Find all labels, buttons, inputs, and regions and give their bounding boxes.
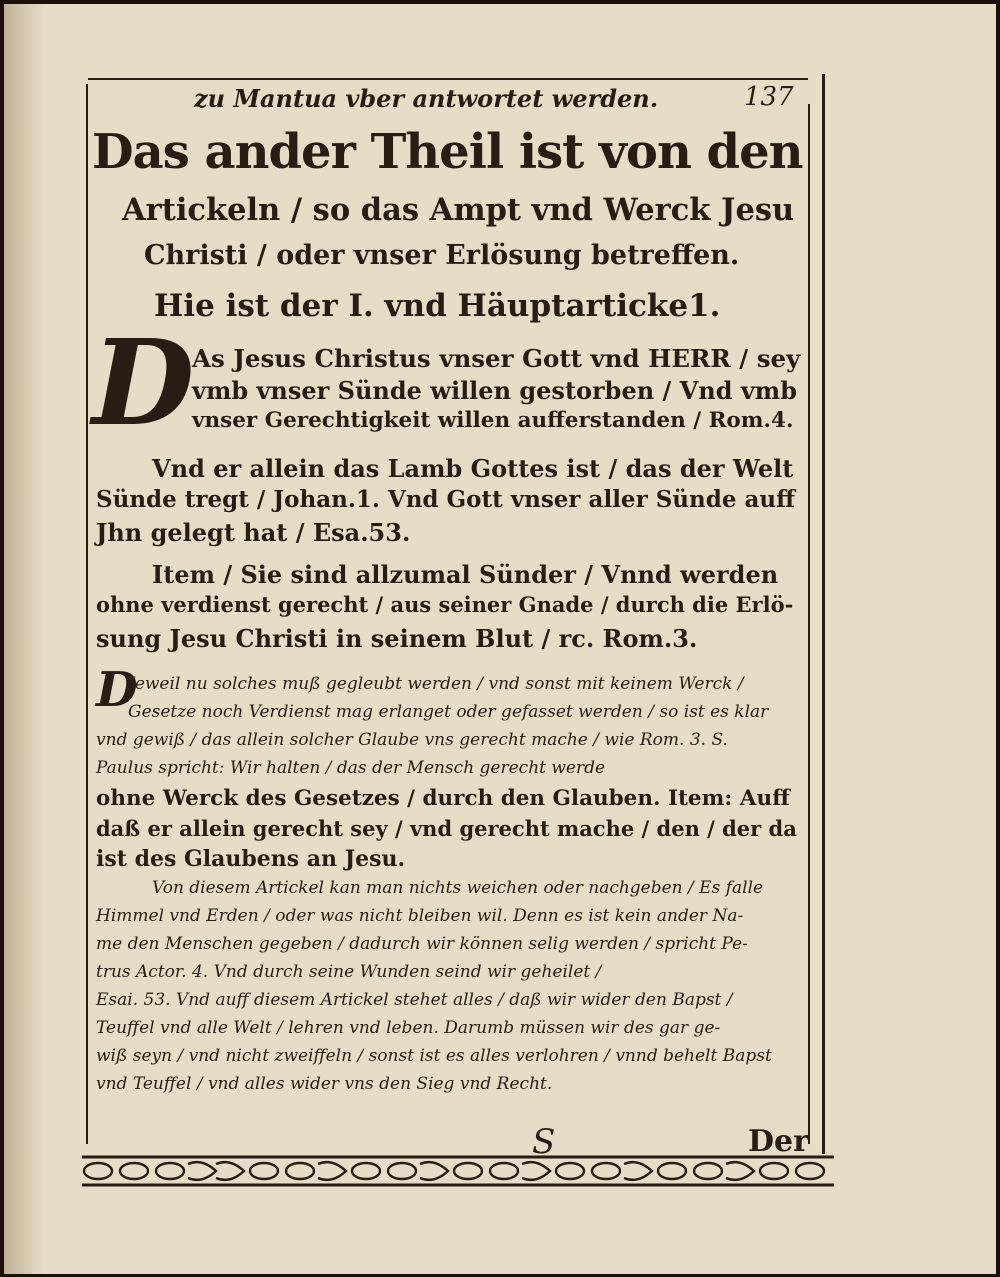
paragraph-3-line: sung Jesu Christi in seinem Blut / rc. Rom.3.	[96, 624, 698, 653]
running-head: zu Mantua vber antwortet werden.	[194, 84, 659, 113]
paragraph-2-line: Sünde tregt / Johan.1. Vnd Gott vnser aller Sünde auff	[96, 486, 795, 513]
paragraph-5-line: trus Actor. 4. Vnd durch seine Wunden seind wir geheilet /	[96, 962, 602, 982]
paragraph-5-line: vnd Teuffel / vnd alles wider vns den Sieg vnd Recht.	[96, 1074, 553, 1094]
decorative-initial-small: D	[96, 662, 138, 718]
paragraph-1-line: vnser Gerechtigkeit willen aufferstanden / Rom.4.	[192, 408, 794, 433]
paragraph-4-line: Jeweil nu solches muß gegleubt werden / vnd sonst mit keinem Werck /	[128, 674, 744, 694]
signature-mark: S	[532, 1122, 556, 1162]
frame-right-outer-rule	[822, 74, 825, 1154]
paragraph-5-line: Von diesem Artickel kan man nichts weichen oder nachgeben / Es falle	[152, 878, 764, 898]
paragraph-2-line: Jhn gelegt hat / Esa.53.	[96, 518, 411, 547]
main-heading: Das ander Theil ist von den	[92, 124, 803, 180]
header-rule	[88, 78, 808, 80]
catchword: Der	[748, 1124, 809, 1159]
heading-line-3: Christi / oder vnser Erlösung betreffen.	[144, 240, 740, 271]
paragraph-5-line: Esai. 53. Vnd auff diesem Artickel stehet alles / daß wir wider den Bapst /	[96, 990, 733, 1010]
paragraph-5-line: me den Menschen gegeben / dadurch wir können selig werden / spricht Pe-	[96, 934, 748, 954]
paragraph-4-line: ohne Werck des Gesetzes / durch den Glauben. Item: Auff	[96, 786, 790, 811]
paragraph-4-line: Gesetze noch Verdienst mag erlanget oder gefasset werden / so ist es klar	[128, 702, 769, 722]
book-page	[4, 4, 996, 1274]
article-title: Hie ist der I. vnd Häuptarticke1.	[154, 288, 721, 324]
frame-left-rule	[86, 84, 88, 1144]
paragraph-4-line: ist des Glaubens an Jesu.	[96, 846, 406, 872]
paragraph-5-line: wiß seyn / vnd nicht zweiffeln / sonst ist es alles verlohren / vnnd behelt Bapst	[96, 1046, 772, 1066]
paragraph-3-line: Item / Sie sind allzumal Sünder / Vnnd werden	[152, 560, 779, 589]
decorative-initial-large: D	[92, 313, 195, 452]
page-edge-shadow	[4, 4, 44, 1274]
paragraph-5-line: Teuffel vnd alle Welt / lehren vnd leben. Darumb müssen wir des gar ge-	[96, 1018, 721, 1038]
frame-right-inner-rule	[808, 104, 810, 1144]
paragraph-1-line: vmb vnser Sünde willen gestorben / Vnd vmb	[192, 376, 797, 405]
paragraph-4-line: vnd gewiß / das allein solcher Glaube vns gerecht mache / wie Rom. 3. S.	[96, 730, 728, 750]
paragraph-4-line: daß er allein gerecht sey / vnd gerecht mache / den / der da	[96, 816, 797, 841]
heading-line-2: Artickeln / so das Ampt vnd Werck Jesu	[122, 192, 795, 228]
paragraph-4-line: Paulus spricht: Wir halten / das der Mensch gerecht werde	[96, 758, 606, 778]
paragraph-1-line: As Jesus Christus vnser Gott vnd HERR / sey	[192, 344, 801, 373]
page-number: 137	[744, 82, 794, 112]
paragraph-3-line: ohne verdienst gerecht / aus seiner Gnade / durch die Erlö-	[96, 592, 794, 617]
ornamental-border	[78, 1154, 838, 1188]
paragraph-5-line: Himmel vnd Erden / oder was nicht bleiben wil. Denn es ist kein ander Na-	[96, 906, 744, 926]
paragraph-2-line: Vnd er allein das Lamb Gottes ist / das der Welt	[152, 454, 794, 483]
